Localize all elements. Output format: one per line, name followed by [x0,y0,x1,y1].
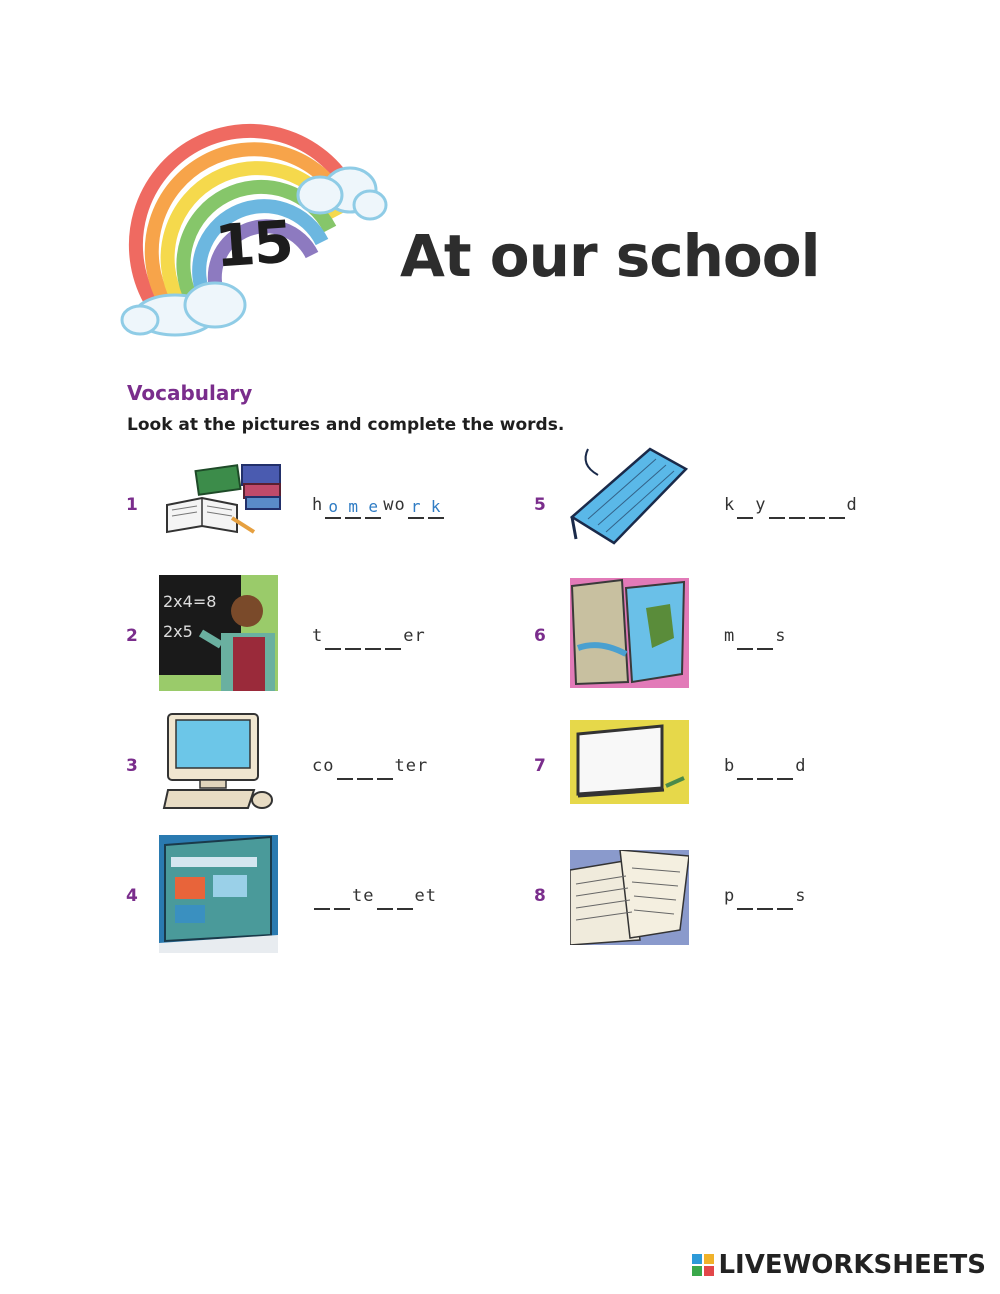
given-letter: y [755,495,767,515]
given-letter: c [312,756,324,776]
teacher-picture [159,575,278,691]
item-number: 3 [126,756,138,776]
svg-text:2x4=8: 2x4=8 [163,592,217,611]
liveworksheets-logo [692,1250,986,1280]
item-number: 7 [534,756,546,776]
answer-input[interactable] [737,888,753,910]
computer-picture [162,712,277,810]
given-letter: t [352,886,364,906]
item-number: 8 [534,886,546,906]
internet-screen-picture [159,835,278,953]
answer-input[interactable] [769,497,785,519]
answer-input[interactable] [397,888,413,910]
given-letter: o [323,756,335,776]
item-number: 4 [126,886,138,906]
word-1 [312,495,446,519]
unit-number: 15 [212,207,294,281]
answer-input[interactable] [357,758,373,780]
given-letter: e [403,626,415,646]
answer-input[interactable] [757,888,773,910]
answer-input[interactable] [757,758,773,780]
given-letter: e [414,886,426,906]
papers-picture [570,850,689,945]
answer-input[interactable] [377,758,393,780]
answer-input[interactable] [345,628,361,650]
item-number: 1 [126,495,138,515]
given-letter: t [312,626,324,646]
given-letter: t [394,756,406,776]
given-letter: r [414,626,426,646]
answer-input[interactable] [365,497,381,519]
given-letter: e [405,756,417,776]
item-number: 5 [534,495,546,515]
answer-input[interactable] [325,497,341,519]
item-number: 6 [534,626,546,646]
given-letter: k [724,495,736,515]
word-8 [724,886,807,910]
given-letter: o [394,495,406,515]
answer-input[interactable] [809,497,825,519]
word-3 [312,756,428,780]
word-5 [724,495,858,519]
answer-input[interactable] [737,758,753,780]
given-letter: r [417,756,429,776]
instruction-text: Look at the pictures and complete the words. [127,415,565,435]
answer-input[interactable] [829,497,845,519]
answer-input[interactable] [737,497,753,519]
given-letter: p [724,886,736,906]
answer-input[interactable] [337,758,353,780]
given-letter: w [383,495,395,515]
answer-input[interactable] [385,628,401,650]
answer-input[interactable] [345,497,361,519]
given-letter: b [724,756,736,776]
answer-input[interactable] [757,628,773,650]
given-letter: d [795,756,807,776]
word-7 [724,756,807,780]
logo-mark-icon [692,1254,714,1276]
given-letter: t [425,886,437,906]
given-letter: m [724,626,736,646]
page-title: At our school [400,222,820,290]
answer-input[interactable] [789,497,805,519]
section-heading: Vocabulary [127,381,253,405]
whiteboard-picture [570,720,689,804]
brand-name: LIVEWORKSHEETS [718,1250,986,1280]
word-4 [312,886,437,910]
answer-input[interactable] [737,628,753,650]
maps-picture [570,578,689,688]
answer-input[interactable] [365,628,381,650]
homework-books-picture [162,460,287,540]
given-letter: h [312,495,324,515]
answer-input[interactable] [777,888,793,910]
answer-input[interactable] [325,628,341,650]
answer-input[interactable] [314,888,330,910]
answer-input[interactable] [777,758,793,780]
word-2 [312,626,426,650]
given-letter: s [795,886,807,906]
answer-input[interactable] [377,888,393,910]
answer-input[interactable] [428,497,444,519]
item-number: 2 [126,626,138,646]
given-letter: d [846,495,858,515]
given-letter: e [363,886,375,906]
answer-input[interactable] [334,888,350,910]
svg-text:2x5: 2x5 [163,622,193,641]
answer-input[interactable] [408,497,424,519]
given-letter: s [775,626,787,646]
word-6 [724,626,787,650]
keyboard-picture [568,445,690,545]
